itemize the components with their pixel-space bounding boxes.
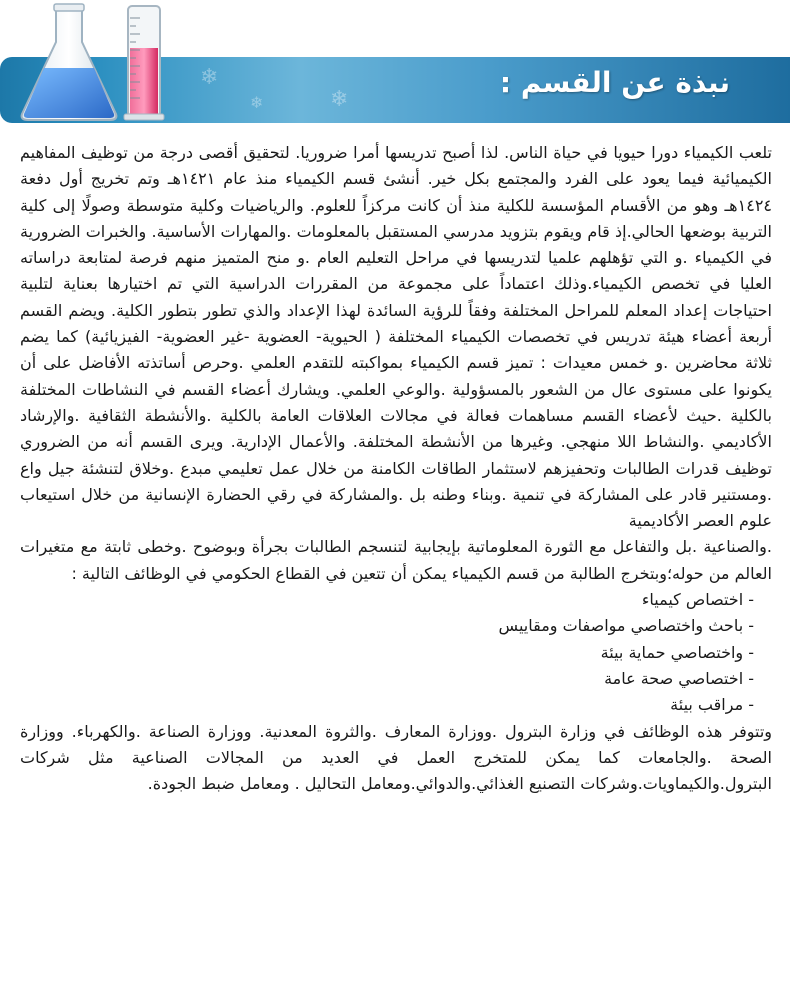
- snowflake-decoration-icon: ❄: [200, 65, 219, 90]
- list-item: - باحث واختصاصي مواصفات ومقاييس: [498, 616, 754, 636]
- list-item: - اختصاص كيمياء: [641, 590, 754, 610]
- intro-paragraph: تلعب الكيمياء دورا حيويا في حياة الناس. لذا أصبح تدريسها أمرا ضروريا. لتحقيق أقصى درجة من توظيف المفاهيم الكيميائية فيما يعود على الفرد والمجتمع بكل خير. أنشئ قسم الكيمياء منذ عام ١٤٢١هـ وتم تخريج أول دفعة ١٤٢٤هـ وهو من الأقسام المؤسسة للكلية منذ أن كانت مركزاً للعلوم. والرياضيات وكلية متوسطة وصولًا إلى كلية التربية بوضعها الحالي.إذ قام ويقوم بتزويد مدرسي المستقبل بالمعلومات .والمهارات الأساسية. والخبرات الضرورية في الكيمياء .و التي تؤهلهم علميا لتدريسها في مراحل التعليم العام .و منح المتميز منهم فرصة لمتابعة دراساته العليا في تخصص الكيمياء.وذلك اعتماداً على مجموعة من المقررات الدراسية التي تم اختيارها بعناية لتلبية احتياجات إعداد المعلم للمراحل المختلفة وفقاً للرؤية السائدة لهذا الإعداد والذي تطور بتطور الكلية. ويضم القسم أربعة أعضاء هيئة تدريس في تخصصات الكيمياء المختلفة ( الحيوية- العضوية -غير العضوية- الفيزيائية) كما يضم ثلاثة محاضرين .و خمس معيدات : تميز قسم الكيمياء بمواكبته للتقدم العلمي .وحرص أساتذته الأفاضل على أن يكونوا على مستوى عال من الشعور بالمسؤولية .والوعي العلمي. ويشارك أعضاء القسم في النشاطات المختلفة بالكلية .حيث لأعضاء القسم مساهمات فعالة في مجالات العلاقات العامة بالكلية .والأنشطة الثقافية .والإرشاد الأكاديمي .والنشاط اللا منهجي. وغيرها من الأنشطة المختلفة. والأعمال الإدارية. ويرى القسم أنه من الضروري توظيف قدرات الطالبات وتحفيزهم لاستثمار الطاقات الكامنة من خلال عمل تعليمي مبدع .وخلاق لتنشئة جيل واع .ومستنير قادر على المشاركة في تنمية .وبناء وطنه بل .والمشاركة في رقي الحضارة الإنسانية من خلال استيعاب علوم العصر الأكاديمية: [20, 143, 773, 531]
- snowflake-decoration-icon: ❄: [330, 87, 349, 112]
- list-item: - اختصاصي صحة عامة: [604, 668, 754, 688]
- snowflake-decoration-icon: ❄: [250, 93, 264, 112]
- list-item: - مراقب بيئة: [670, 695, 754, 715]
- jobs-list: [20, 587, 772, 718]
- list-item: - واختصاصي حماية بيئة: [600, 642, 754, 662]
- article-body: [20, 140, 772, 797]
- graduated-cylinder-icon: [120, 4, 168, 122]
- header-banner: [0, 0, 790, 125]
- erlenmeyer-flask-icon: [14, 2, 124, 124]
- jobs-intro-paragraph: .والصناعية .بل والتفاعل مع الثورة المعلوماتية بإيجابية لتنسجم الطالبات بجرأة وبوضوح .وخطى ثابتة مع متغيرات العالم من حوله؛وبتخرج الطالبة من قسم الكيمياء يمكن أن تتعين في القطاع الحكومي في الوظائف التالية :: [20, 537, 772, 583]
- page-title: نبذة عن القسم :: [499, 66, 730, 99]
- sectors-paragraph: وتتوفر هذه الوظائف في وزارة البترول .ووزارة المعارف .والثروة المعدنية. ووزارة الصناعة .والكهرباء. ووزارة الصحة .والجامعات كما يمكن للمتخرج العمل في العديد من المجالات الصناعية مثل شركات البترول.والكيماويات.وشركات التصنيع الغذائي.والدوائي.ومعامل التحاليل . ومعامل ضبط الجودة.: [20, 721, 772, 794]
